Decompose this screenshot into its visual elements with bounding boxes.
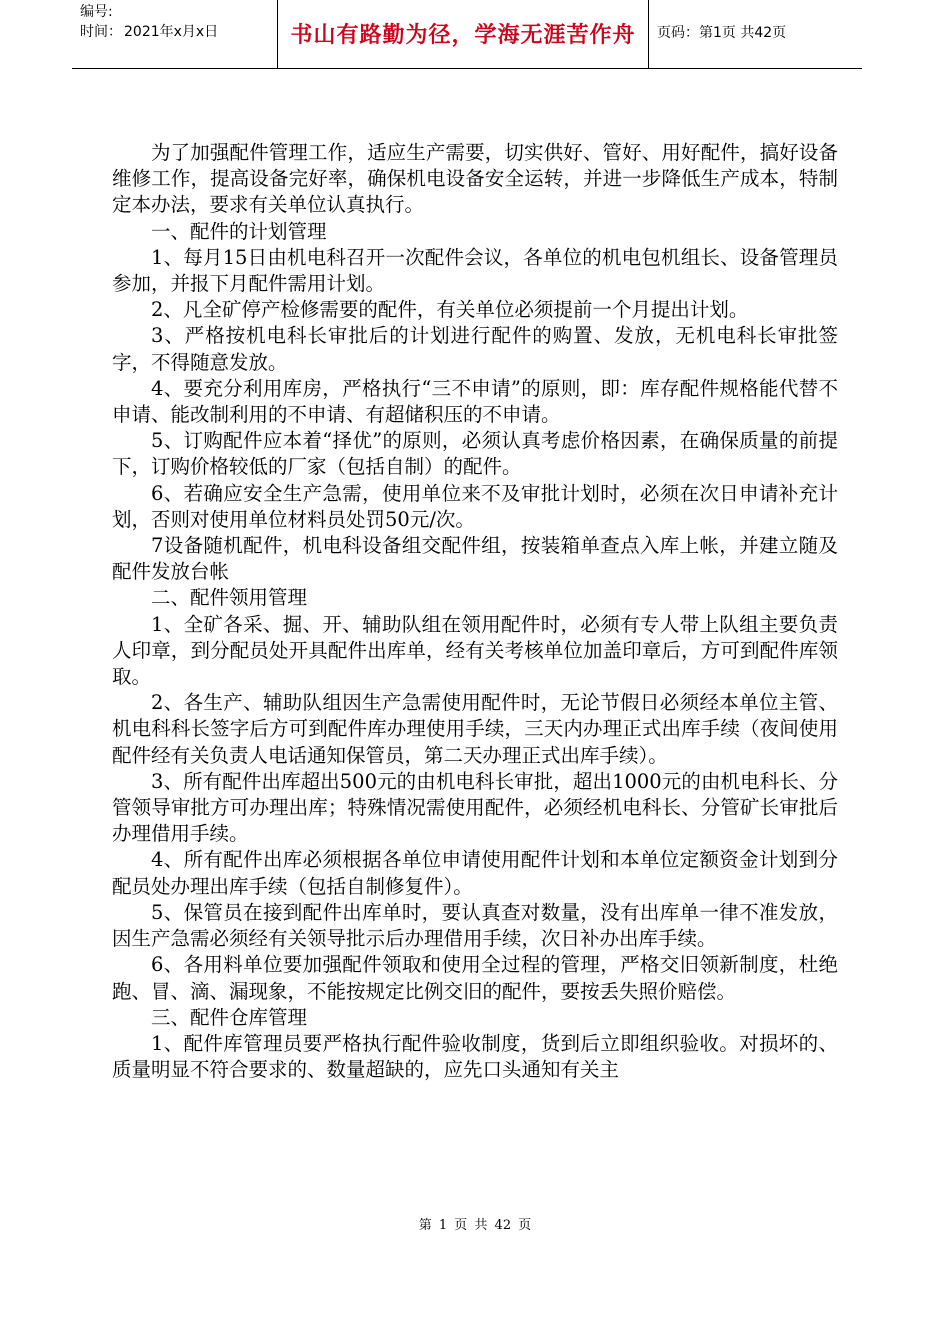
- paragraph: 4、要充分利用库房，严格执行“三不申请”的原则，即：库存配件规格能代替不申请、能改制利用的不申请、有超储积压的不申请。: [112, 376, 838, 427]
- page-footer: 第 1 页 共 42 页: [418, 1218, 532, 1233]
- paragraph: 3、严格按机电科长审批后的计划进行配件的购置、发放，无机电科长审批签字，不得随意发放。: [112, 324, 838, 374]
- document-body: [112, 140, 838, 1083]
- number-label: 编号:: [80, 4, 113, 20]
- section-heading: 一、配件的计划管理: [151, 219, 327, 243]
- header-meta: [72, 0, 277, 68]
- time-label: 时间：: [80, 24, 122, 40]
- section-heading: 三、配件仓库管理: [151, 1005, 308, 1029]
- paragraph: 5、订购配件应本着“择优”的原则，必须认真考虑价格因素，在确保质量的前提下，订购价格较低的厂家（包括自制）的配件。: [112, 429, 838, 479]
- paragraph: 7设备随机配件，机电科设备组交配件组，按装箱单查点入库上帐，并建立随及配件发放台帐: [112, 534, 838, 584]
- time-value: 2021年x月x日: [124, 24, 219, 40]
- paragraph: 4、所有配件出库必须根据各单位申请使用配件计划和本单位定额资金计划到分配员处办理出库手续（包括自制修复件）。: [112, 848, 838, 898]
- paragraph: 为了加强配件管理工作，适应生产需要，切实供好、管好、用好配件，搞好设备维修工作，提高设备完好率，确保机电设备安全运转，并进一步降低生产成本，特制定本办法，要求有关单位认真执行。: [112, 141, 838, 217]
- section-heading: 二、配件领用管理: [151, 586, 308, 610]
- header-page-info: 页码：第1页 共42页: [657, 25, 787, 41]
- paragraph: 3、所有配件出库超出500元的由机电科长审批，超出1000元的由机电科长、分管领导审批方可办理出库；特殊情况需使用配件，必须经机电科长、分管矿长审批后办理借用手续。: [112, 769, 838, 846]
- paragraph: 2、凡全矿停产检修需要的配件，有关单位必须提前一个月提出计划。: [151, 298, 749, 322]
- header-motto: 书山有路勤为径，学海无涯苦作舟: [290, 23, 636, 48]
- paragraph: 1、每月15日由机电科召开一次配件会议，各单位的机电包机组长、设备管理员参加，并报下月配件需用计划。: [112, 245, 838, 296]
- paragraph: 6、各用料单位要加强配件领取和使用全过程的管理，严格交旧领新制度，杜绝跑、冒、滴、漏现象，不能按规定比例交旧的配件，要按丢失照价赔偿。: [112, 953, 838, 1003]
- time-line: [80, 22, 218, 42]
- page-header: [72, 0, 862, 69]
- paragraph: 5、保管员在接到配件出库单时，要认真查对数量，没有出库单一律不准发放，因生产急需必须经有关领导批示后办理借用手续，次日补办出库手续。: [112, 900, 838, 951]
- header-motto-cell: [277, 0, 649, 68]
- paragraph: 6、若确应安全生产急需，使用单位来不及审批计划时，必须在次日申请补充计划，否则对使用单位材料员处罚50元/次。: [112, 481, 838, 531]
- paragraph: 2、各生产、辅助队组因生产急需使用配件时，无论节假日必须经本单位主管、机电科科长签字后方可到配件库办理使用手续，三天内办理正式出库手续（夜间使用配件经有关负责人电话通知保管员，第二天办理正式出库手续）。: [112, 691, 838, 767]
- paragraph: 1、配件库管理员要严格执行配件验收制度，货到后立即组织验收。对损坏的、质量明显不符合要求的、数量超缺的，应先口头通知有关主: [112, 1031, 838, 1082]
- paragraph: 1、全矿各采、掘、开、辅助队组在领用配件时，必须有专人带上队组主要负责人印章，到分配员处开具配件出库单，经有关考核单位加盖印章后，方可到配件库领取。: [112, 612, 838, 689]
